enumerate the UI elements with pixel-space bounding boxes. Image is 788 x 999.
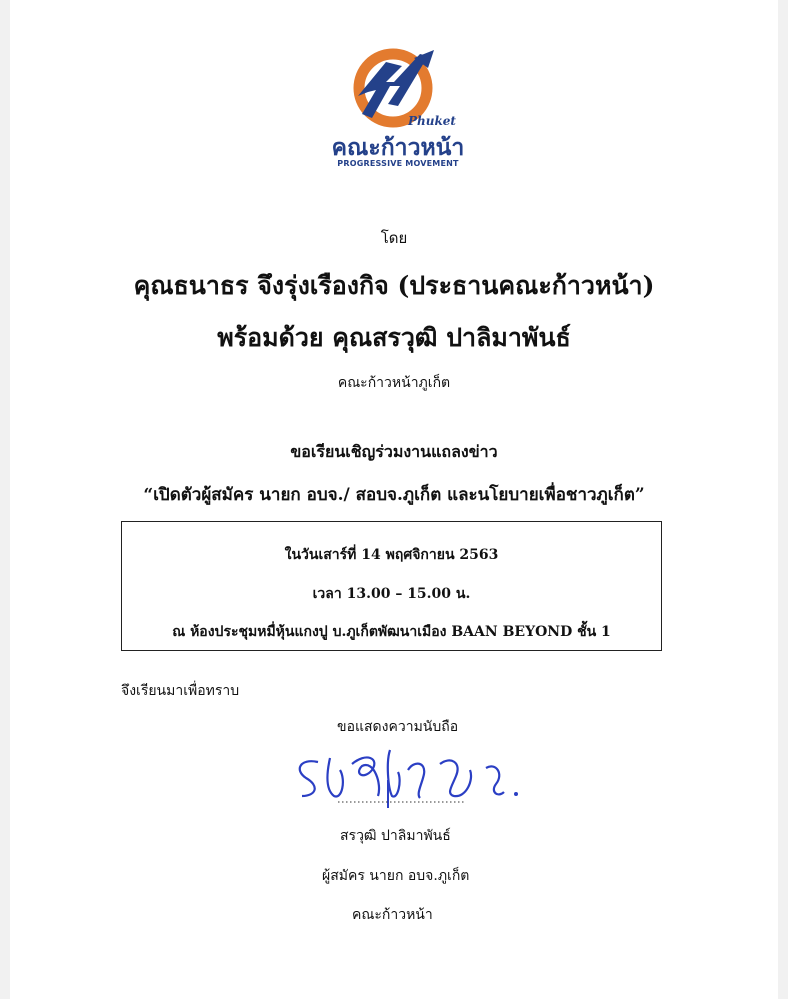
- event-title: “เปิดตัวผู้สมัคร นายก อบจ./ สอบจ.ภูเก็ต และนโยบายเพื่อชาวภูเก็ต”: [143, 485, 645, 505]
- event-time: เวลา 13.00 – 15.00 น.: [312, 586, 471, 602]
- closing-line: จึงเรียนมาเพื่อทราบ: [121, 683, 240, 699]
- regards-line: ขอแสดงความนับถือ: [337, 719, 459, 735]
- party-branch: คณะก้าวหน้าภูเก็ต: [337, 375, 451, 391]
- event-venue: ณ ห้องประชุมหมื่หุ้นแกงปู บ.ภูเก็ตพัฒนาเมือง BAAN BEYOND ชั้น 1: [172, 624, 611, 640]
- signer-name: สรวุฒิ ปาลิมาพันธ์: [340, 828, 451, 844]
- event-details-box: [121, 521, 662, 651]
- invitation-heading: ขอเรียนเชิญร่วมงานแถลงข่าว: [290, 442, 498, 461]
- logo-party-name: คณะก้าวหน้า: [331, 135, 465, 161]
- presenter-line-1: คุณธนาธร จึงรุ่งเรืองกิจ (ประธานคณะก้าวหน้า): [133, 271, 655, 300]
- event-date: ในวันเสาร์ที่ 14 พฤศจิกายน 2563: [284, 547, 499, 563]
- logo-city-text: Phuket: [408, 114, 456, 128]
- party-logo: [328, 48, 468, 173]
- signer-role: ผู้สมัคร นายก อบจ.ภูเก็ต: [322, 868, 470, 884]
- handwritten-signature-icon: [290, 740, 530, 810]
- presenter-line-2: พร้อมด้วย คุณสรวุฒิ ปาลิมาพันธ์: [217, 323, 571, 352]
- signer-party: คณะก้าวหน้า: [352, 907, 433, 923]
- logo-subtitle: PROGRESSIVE MOVEMENT: [337, 159, 459, 168]
- by-label: โดย: [380, 229, 408, 247]
